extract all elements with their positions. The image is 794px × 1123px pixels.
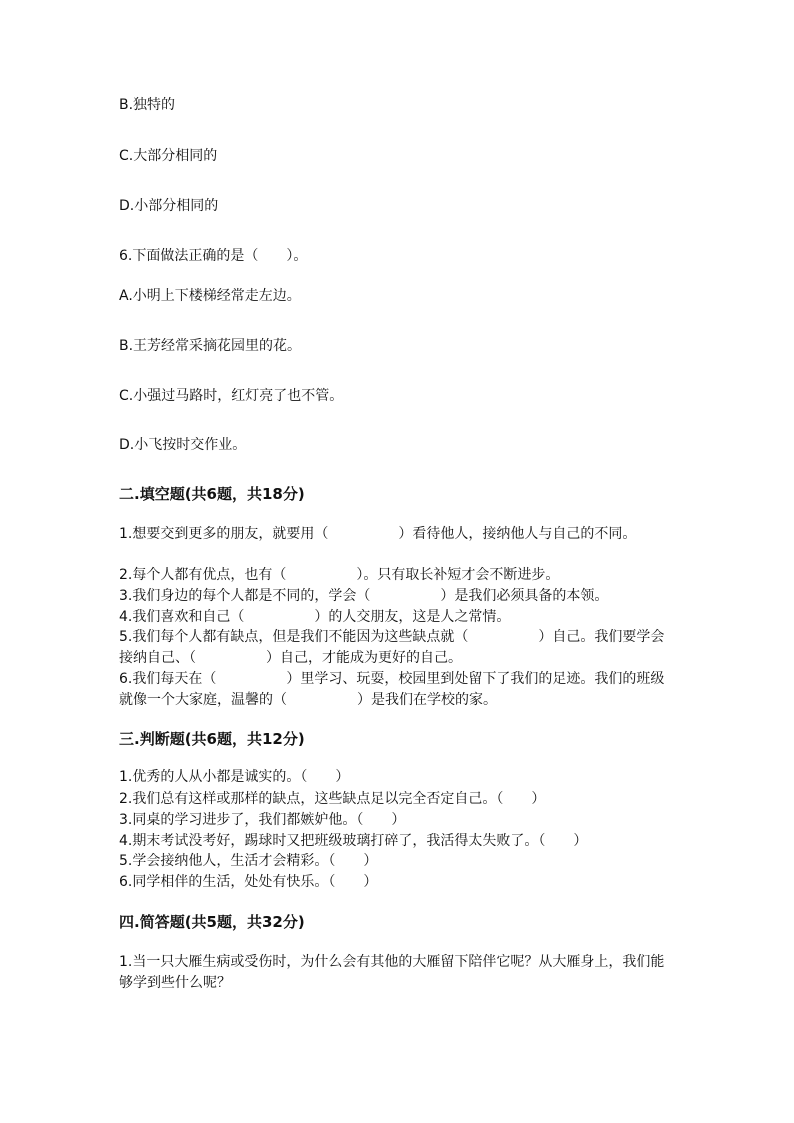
fill-blank-item-6: 6.我们每天在（ ）里学习、玩耍，校园里到处留下了我们的足迹。我们的班级就像一个大家庭，温馨的（ ）是我们在学校的家。: [119, 671, 665, 708]
section-heading-true-false: 三.判断题(共6题，共12分): [119, 730, 305, 748]
fill-blank-item-1: 1.想要交到更多的朋友，就要用（ ）看待他人，接纳他人与自己的不同。: [119, 526, 637, 542]
fill-blank-item-2: 2.每个人都有优点，也有（ ）。只有取长补短才会不断进步。: [119, 567, 560, 583]
q6-stem: 6.下面做法正确的是（ ）。: [119, 248, 308, 264]
q5-option-b: B.独特的: [119, 97, 176, 113]
q6-option-a: A.小明上下楼梯经常走左边。: [119, 288, 301, 304]
fill-blank-item-3: 3.我们身边的每个人都是不同的，学会（ ）是我们必须具备的本领。: [119, 588, 609, 604]
true-false-item-3: 3.同桌的学习进步了，我们都嫉妒他。（ ）: [119, 812, 406, 828]
true-false-item-6: 6.同学相伴的生活，处处有快乐。（ ）: [119, 874, 378, 890]
short-answer-item-1: 1.当一只大雁生病或受伤时，为什么会有其他的大雁留下陪伴它呢？从大雁身上，我们能够学到些什么呢？: [119, 954, 665, 991]
q5-option-c: C.大部分相同的: [119, 148, 218, 164]
true-false-item-1: 1.优秀的人从小都是诚实的。（ ）: [119, 769, 350, 785]
q5-option-d: D.小部分相同的: [119, 198, 219, 214]
exam-page: [119, 0, 679, 1123]
q6-option-c: C.小强过马路时，红灯亮了也不管。: [119, 388, 344, 404]
true-false-item-4: 4.期末考试没考好，踢球时又把班级玻璃打碎了，我活得太失败了。（ ）: [119, 833, 588, 849]
fill-blank-item-5: 5.我们每个人都有缺点，但是我们不能因为这些缺点就（ ）自己。我们要学会接纳自己、（ ）自己，才能成为更好的自己。: [119, 629, 665, 666]
q6-option-d: D.小飞按时交作业。: [119, 437, 247, 453]
q6-option-b: B.王芳经常采摘花园里的花。: [119, 338, 302, 354]
true-false-item-5: 5.学会接纳他人，生活才会精彩。（ ）: [119, 853, 378, 869]
true-false-item-2: 2.我们总有这样或那样的缺点，这些缺点足以完全否定自己。（ ）: [119, 791, 546, 807]
section-heading-short-answer: 四.简答题(共5题，共32分): [119, 913, 305, 931]
section-heading-fill-blank: 二.填空题(共6题，共18分): [119, 485, 305, 503]
fill-blank-item-4: 4.我们喜欢和自己（ ）的人交朋友，这是人之常情。: [119, 609, 511, 625]
